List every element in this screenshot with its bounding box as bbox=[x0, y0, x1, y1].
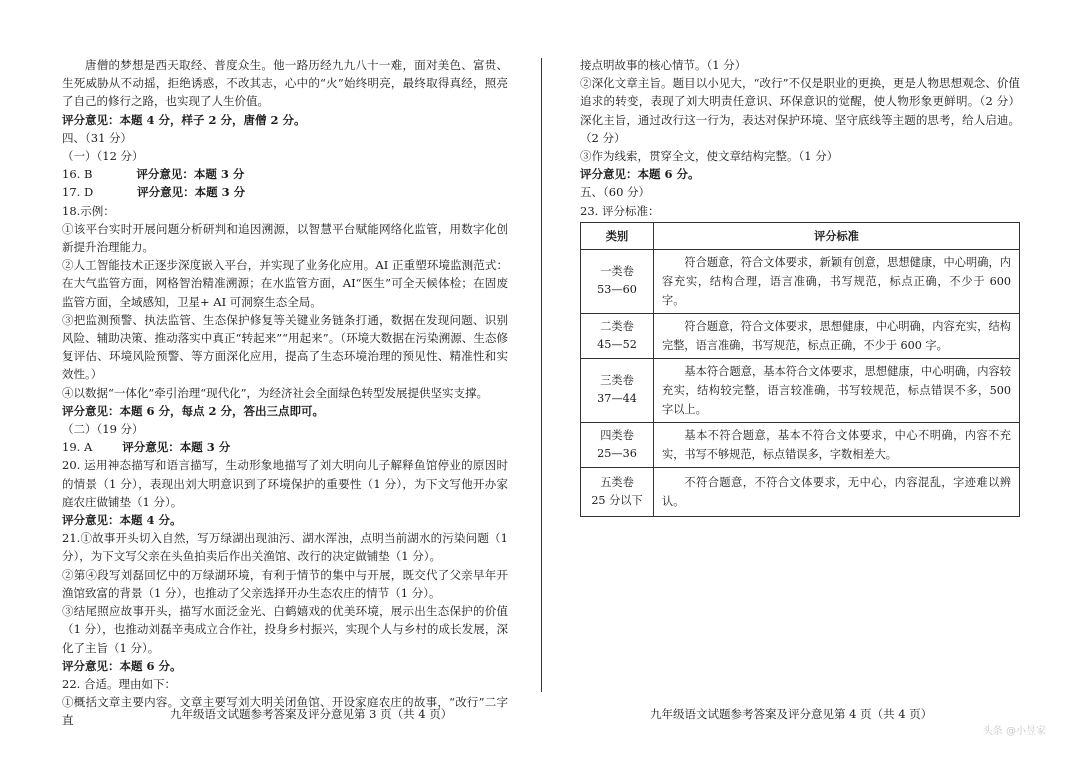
answer-19-value: 19. A bbox=[62, 440, 93, 455]
category-range: 25—36 bbox=[597, 446, 637, 460]
answer-18-point-1: ①该平台实时开展问题分析研判和追因溯源，以智慧平台赋能网络化监管，用数字化创新提升治理能力。 bbox=[62, 221, 508, 255]
answer-16 bbox=[62, 165, 508, 183]
table-row bbox=[581, 249, 1020, 313]
table-cell-category bbox=[581, 313, 654, 358]
table-cell-criteria: 符合题意，符合文体要求，思想健康，中心明确，内容充实，结构完整，语言准确，书写规范，标点正确，不少于 600 字。 bbox=[654, 313, 1020, 358]
answer-19 bbox=[62, 438, 508, 456]
table-row bbox=[581, 358, 1020, 422]
category-range: 37—44 bbox=[597, 392, 637, 406]
table-header-category: 类别 bbox=[581, 222, 654, 249]
table-cell-category bbox=[581, 249, 654, 313]
answer-19-score: 评分意见：本题 3 分 bbox=[122, 440, 231, 455]
answer-22-heading: 22. 合适。理由如下： bbox=[62, 676, 176, 691]
table-row bbox=[581, 422, 1020, 467]
answer-18-heading: 18.示例： bbox=[62, 203, 115, 218]
table-header-row bbox=[581, 222, 1020, 249]
table-cell-category bbox=[581, 358, 654, 422]
watermark: 头条 @小昱家 bbox=[982, 726, 1046, 737]
table-cell-criteria: 符合题意，符合文体要求，新颖有创意，思想健康，中心明确，内容充实，结构合理，语言准确，书写规范，标点正确，不少于 600 字。 bbox=[654, 249, 1020, 313]
page-footer-left: 九年级语文试题参考答案及评分意见第 3 页（共 4 页） bbox=[170, 707, 453, 721]
category-name: 四类卷 bbox=[600, 428, 634, 442]
table-row bbox=[581, 313, 1020, 358]
answer-17-value: 17. D bbox=[62, 185, 94, 200]
section-heading: 五、（60 分） bbox=[580, 185, 651, 200]
tangseng-paragraph: 唐僧的梦想是西天取经、普度众生。他一路历经九九八十一难，面对美色、富贵、生死威胁从不动摇，拒绝诱惑，不改其志，心中的“火”始终明亮，最终取得真经，照亮了自己的修行之路，也实现了人生价值。 bbox=[62, 58, 508, 109]
category-range: 25 分以下 bbox=[591, 493, 643, 507]
page-footer-right: 九年级语文试题参考答案及评分意见第 4 页（共 4 页） bbox=[650, 707, 933, 721]
category-name: 五类卷 bbox=[600, 475, 634, 489]
right-column bbox=[580, 56, 1020, 517]
answer-22-point-2: ②深化文章主旨。题目以小见大，“改行”不仅是职业的更换，更是人物思想观念、价值追求的转变，表现了刘大明责任意识、环保意识的觉醒，使人物形象更鲜明。（2 分）深化主旨，通过改行这一行为，表达对保护环境、坚守底线等主题的思考，给人启迪。（2 分） bbox=[580, 76, 1020, 145]
table-header-criteria: 评分标准 bbox=[654, 222, 1020, 249]
table-cell-category bbox=[581, 467, 654, 516]
answer-18-point-2: ②人工智能技术正逐步深度嵌入平台，并实现了业务化应用。AI 正重塑环境监测范式：在大气监管方面，网格智治精准溯源；在水监管方面，AI“医生”可全天候体检；在固废监管方面，全域感知，卫星+ AI 可洞察生态全局。 bbox=[62, 258, 508, 309]
answer-21-point-1: 21.①故事开头切入自然，写万绿湖出现油污、湖水浑浊，点明当前湖水的污染问题（1 分），为下文写父亲在头鱼拍卖后作出关渔馆、改行的决定做铺垫（1 分）。 bbox=[62, 531, 508, 564]
answer-16-value: 16. B bbox=[62, 167, 93, 182]
answer-22-continuation: 接点明故事的核心情节。（1 分） bbox=[580, 58, 747, 72]
category-range: 53—60 bbox=[597, 283, 637, 297]
score-note: 评分意见：本题 6 分，每点 2 分，答出三点即可。 bbox=[62, 403, 325, 418]
table-cell-criteria: 基本符合题意，基本符合文体要求，思想健康，中心明确，内容较充实，结构较完整，语言较准确，书写较规范，标点错误不多，500 字以上。 bbox=[654, 358, 1020, 422]
subsection-heading: （一）（12 分） bbox=[62, 149, 144, 164]
answer-23-heading: 23. 评分标准： bbox=[580, 203, 660, 218]
answer-18-point-3: ③把监测预警、执法监管、生态保护修复等关键业务链条打通，数据在发现问题、识别风险、辅助决策、推动落实中真正“转起来”“用起来”。（环境大数据在污染溯源、生态修复评估、环境风险预警、等方面深化应用，提高了生态环境治理的预见性、精准性和实效性。） bbox=[62, 312, 508, 382]
left-column bbox=[62, 56, 508, 730]
table-cell-category bbox=[581, 422, 654, 467]
score-note: 评分意见：本题 4 分，样子 2 分，唐僧 2 分。 bbox=[62, 112, 306, 127]
answer-18-point-4: ④以数据“一体化”牵引治理“现代化”，为经济社会全面绿色转型发展提供坚实支撑。 bbox=[62, 385, 489, 400]
grading-table bbox=[580, 222, 1020, 517]
answer-17-score: 评分意见：本题 3 分 bbox=[137, 185, 246, 200]
subsection-heading: （二）（19 分） bbox=[62, 422, 144, 437]
score-note: 评分意见：本题 6 分。 bbox=[580, 167, 700, 182]
category-name: 三类卷 bbox=[600, 374, 634, 388]
table-cell-criteria: 基本不符合题意，基本不符合文体要求，中心不明确，内容不充实，书写不够规范，标点错误多，字数相差大。 bbox=[654, 422, 1020, 467]
section-heading: 四、（31 分） bbox=[62, 130, 133, 145]
answer-17 bbox=[62, 183, 508, 201]
table-cell-criteria: 不符合题意，不符合文体要求，无中心，内容混乱，字迹难以辨认。 bbox=[654, 467, 1020, 516]
score-note: 评分意见：本题 4 分。 bbox=[62, 513, 182, 528]
answer-22-point-1: ①概括文章主要内容。文章主要写刘大明关闭鱼馆、开设家庭农庄的故事，“改行”二字直 bbox=[62, 695, 508, 728]
answer-21-point-3: ③结尾照应故事开头，描写水面泛金光、白鹤嬉戏的优美环境，展示出生态保护的价值（1 分），也推动刘磊辛夷成立合作社，投身乡村振兴，实现个人与乡村的成长发展，深化了主旨（1 分）。 bbox=[62, 604, 508, 655]
category-name: 一类卷 bbox=[600, 265, 634, 279]
answer-21-point-2: ②第④段写刘磊回忆中的万绿湖环境，有利于情节的集中与开展，既交代了父亲早年开渔馆致富的背景（1 分），也推动了父亲选择开办生态农庄的情节（1 分）。 bbox=[62, 567, 508, 600]
category-range: 45—52 bbox=[597, 337, 637, 351]
category-name: 二类卷 bbox=[600, 319, 634, 333]
answer-16-score: 评分意见：本题 3 分 bbox=[136, 167, 245, 182]
score-note: 评分意见：本题 6 分。 bbox=[62, 658, 182, 673]
answer-22-point-3: ③作为线索，贯穿全文，使文章结构完整。（1 分） bbox=[580, 149, 839, 164]
table-row bbox=[581, 467, 1020, 516]
answer-20: 20. 运用神态描写和语言描写，生动形象地描写了刘大明向儿子解释鱼馆停业的原因时的情景（1 分），表现出刘大明意识到了环境保护的重要性（1 分），为下文写他开办家庭农庄做铺垫（1 分）。 bbox=[62, 458, 508, 509]
column-divider bbox=[541, 58, 542, 692]
